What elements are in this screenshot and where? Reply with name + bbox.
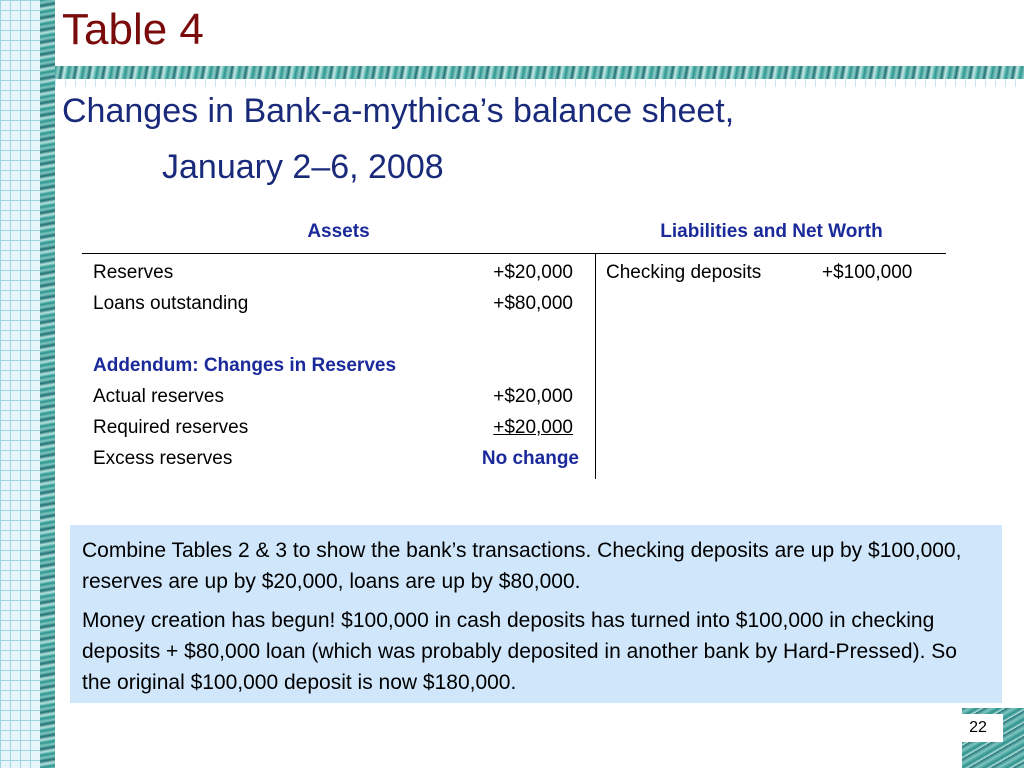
addendum-value-actual: +$20,000 [493, 386, 573, 407]
asset-value-loans: +$80,000 [493, 293, 573, 314]
liability-label-checking: Checking deposits [606, 262, 762, 283]
info-paragraph-1: Combine Tables 2 & 3 to show the bank’s transactions. Checking deposits are up by $100,000, reserves are up by $20,000, loans are up by $80,000. [82, 539, 962, 593]
addendum-value-required: +$20,000 [493, 417, 573, 438]
header-divider [82, 253, 946, 254]
left-marble-band [40, 0, 55, 768]
asset-label-loans: Loans outstanding [93, 293, 249, 314]
info-box [70, 525, 1002, 703]
info-paragraph-2: Money creation has begun! $100,000 in cash deposits has turned into $100,000 in checking deposits + $80,000 loan (which was probably deposited in another bank by Hard-Pressed). So the original $100,000 deposit is now $180,000. [82, 609, 957, 694]
balance-sheet-table [82, 215, 946, 479]
addendum-heading: Addendum: Changes in Reserves [93, 355, 397, 376]
top-marble-band [55, 66, 1024, 79]
left-grid-decoration [0, 0, 40, 768]
page-number: 22 [953, 714, 1003, 742]
liability-value-checking: +$100,000 [822, 262, 913, 283]
addendum-label-excess: Excess reserves [93, 448, 233, 469]
slide-title: Table 4 [62, 5, 204, 54]
assets-header: Assets [307, 221, 370, 242]
column-divider [595, 253, 596, 479]
slide-subtitle-line2: January 2–6, 2008 [162, 148, 444, 186]
asset-label-reserves: Reserves [93, 262, 174, 283]
addendum-label-actual: Actual reserves [93, 386, 224, 407]
asset-value-reserves: +$20,000 [493, 262, 573, 283]
addendum-label-required: Required reserves [93, 417, 249, 438]
liabilities-header: Liabilities and Net Worth [660, 221, 883, 242]
top-grid-strip [55, 79, 1024, 87]
addendum-value-excess: No change [481, 448, 579, 469]
slide-subtitle-line1: Changes in Bank-a-mythica’s balance sheet, [62, 92, 735, 130]
